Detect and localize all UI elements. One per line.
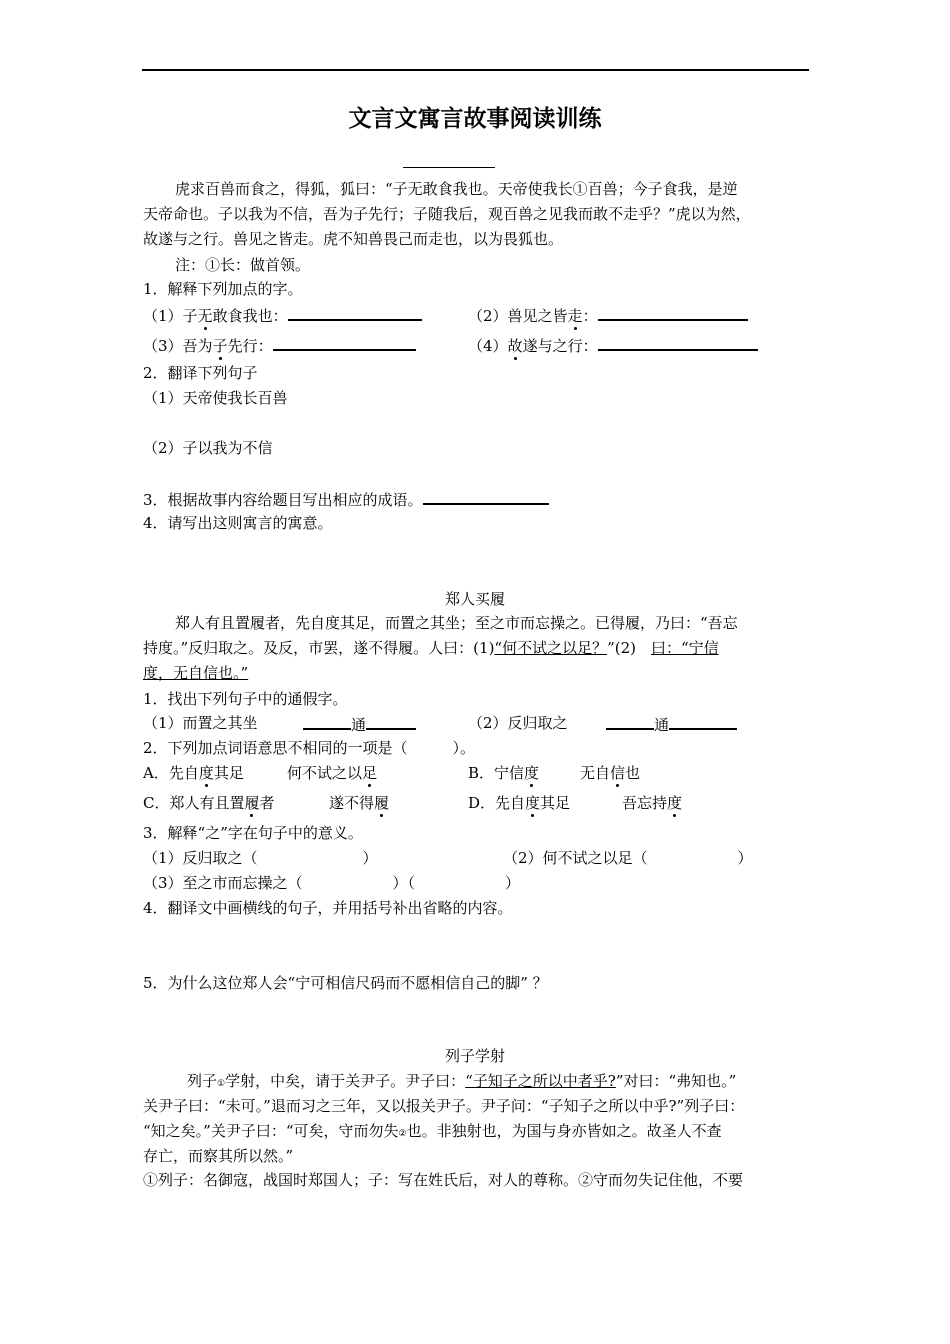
tongjia-blanks: 通 [606, 712, 737, 736]
question-heading: 2．下列加点词语意思不相同的一项是（ ）。 [143, 739, 476, 757]
question-item: 4．请写出这则寓言的寓意。 [143, 514, 333, 532]
option-A-second: 何不试之以足 [287, 764, 378, 782]
page-title: 文言文寓言故事阅读训练 [348, 105, 602, 132]
question-item: （1）天帝使我长百兽 [143, 389, 288, 407]
passage-line: “知之矣。”关尹子曰：“可矣，守而勿失②也。非独射也，为国与身亦皆如之。故圣人不查 [143, 1122, 722, 1140]
dotted-char: 走 [567, 307, 583, 325]
passage-line [143, 662, 248, 684]
answer-blank[interactable] [598, 303, 748, 321]
passage-line: 郑人有且置履者，先自度其足，而置之其坐；至之市而忘操之。已得履，乃曰：“吾忘 [175, 614, 738, 632]
dotted-char: 无 [197, 307, 213, 325]
passage-note: ①列子：名御寇，战国时郑国人；子：写在姓氏后，对人的尊称。②守而勿失记住他，不要 [143, 1171, 744, 1189]
passage-line: 关尹子曰：“未可。”退而习之三年，又以报关尹子。尹子问：“子知子之所以中乎?”列子曰： [143, 1097, 745, 1115]
question-item: （1）子无敢食我也： [143, 303, 422, 327]
answer-blank[interactable] [273, 333, 416, 351]
question-heading: 1．解释下列加点的字。 [143, 280, 303, 298]
dotted-char: 度 [525, 794, 541, 812]
top-rule [142, 69, 809, 71]
underlined-sentence: “子知子之所以中者乎? [465, 1072, 616, 1090]
option-D-second: 吾忘持度 [622, 794, 683, 812]
dotted-char: 度 [667, 794, 683, 812]
question-item: 4．翻译文中画横线的句子，并用括号补出省略的内容。 [143, 899, 513, 917]
dotted-char: 子 [212, 337, 228, 355]
dotted-char: 足 [362, 764, 378, 782]
question-item: （3）吾为子先行： [143, 333, 416, 357]
option-C: C．郑人有且置履者 [143, 794, 275, 812]
passage-line: 列子①学射，中矣，请于关尹子。尹子曰：“子知子之所以中者乎?”对曰：“弗知也。” [187, 1072, 737, 1090]
dotted-char: 履 [374, 794, 390, 812]
answer-blank[interactable] [598, 333, 758, 351]
answer-blank[interactable] [288, 303, 422, 321]
question-item: （2）反归取之 [468, 714, 568, 732]
section-heading: 郑人买履 [444, 590, 505, 608]
answer-blank[interactable] [669, 712, 737, 730]
answer-blank[interactable] [303, 712, 351, 730]
dotted-char: 故 [507, 337, 523, 355]
answer-blank[interactable] [606, 712, 654, 730]
underlined-sentence: 度，无自信也。” [143, 664, 249, 682]
passage-line: 故遂与之行。兽见之皆走。虎不知兽畏己而走也，以为畏狐也。 [143, 230, 564, 248]
question-heading: 2．翻译下列句子 [143, 364, 258, 382]
dotted-char: 履 [244, 794, 260, 812]
passage-line: 天帝命也。子以我为不信，吾为子先行；子随我后，观百兽之见我而敢不走乎？”虎以为然， [143, 205, 751, 223]
underlined-sentence: 曰：“宁信 [651, 639, 719, 657]
question-item: 5．为什么这位郑人会“宁可相信尺码而不愿相信自己的脚” ？ [143, 974, 548, 992]
question-item: （1）反归取之（ ） [143, 849, 378, 867]
passage-line: 虎求百兽而食之，得狐，狐曰：“子无敢食我也。天帝使我长①百兽；今子食我，是逆 [175, 180, 738, 198]
question-item: （2）子以我为不信 [143, 439, 273, 457]
dotted-char: 度 [524, 764, 540, 782]
question-heading: 1．找出下列句子中的通假字。 [143, 690, 348, 708]
option-A: A．先自度其足 [143, 764, 244, 782]
tongjia-blanks: 通 [303, 712, 416, 736]
question-item: （3）至之市而忘操之（ ）（ ） [143, 874, 521, 892]
dotted-char: 度 [198, 764, 214, 782]
option-B-second: 无自信也 [580, 764, 641, 782]
question-heading: 3．解释“之”字在句子中的意义。 [143, 824, 363, 842]
question-item: （1）而置之其坐 [143, 714, 258, 732]
dotted-char: 信 [610, 764, 626, 782]
passage-note: 注：①长：做首领。 [175, 256, 311, 274]
option-D: D．先自度其足 [468, 794, 571, 812]
title-underline [403, 167, 495, 168]
answer-blank[interactable] [366, 712, 416, 730]
option-B: B．宁信度 [468, 764, 540, 782]
answer-blank[interactable] [423, 487, 549, 505]
question-item: （4）故遂与之行： [468, 333, 758, 357]
question-item: （2）何不试之以足（ ） [503, 849, 753, 867]
underlined-sentence: “何不试之以足？ [494, 639, 608, 657]
question-item: 3．根据故事内容给题目写出相应的成语。 [143, 487, 549, 511]
passage-line: 持度。”反归取之。及反，市罢，遂不得履。人曰：(1)“何不试之以足？”(2) 曰：“宁信 [143, 639, 719, 657]
question-item: （2）兽见之皆走： [468, 303, 748, 327]
passage-line: 存亡，而察其所以然。” [143, 1147, 294, 1165]
option-C-second: 遂不得履 [329, 794, 390, 812]
section-heading: 列子学射 [444, 1047, 505, 1065]
